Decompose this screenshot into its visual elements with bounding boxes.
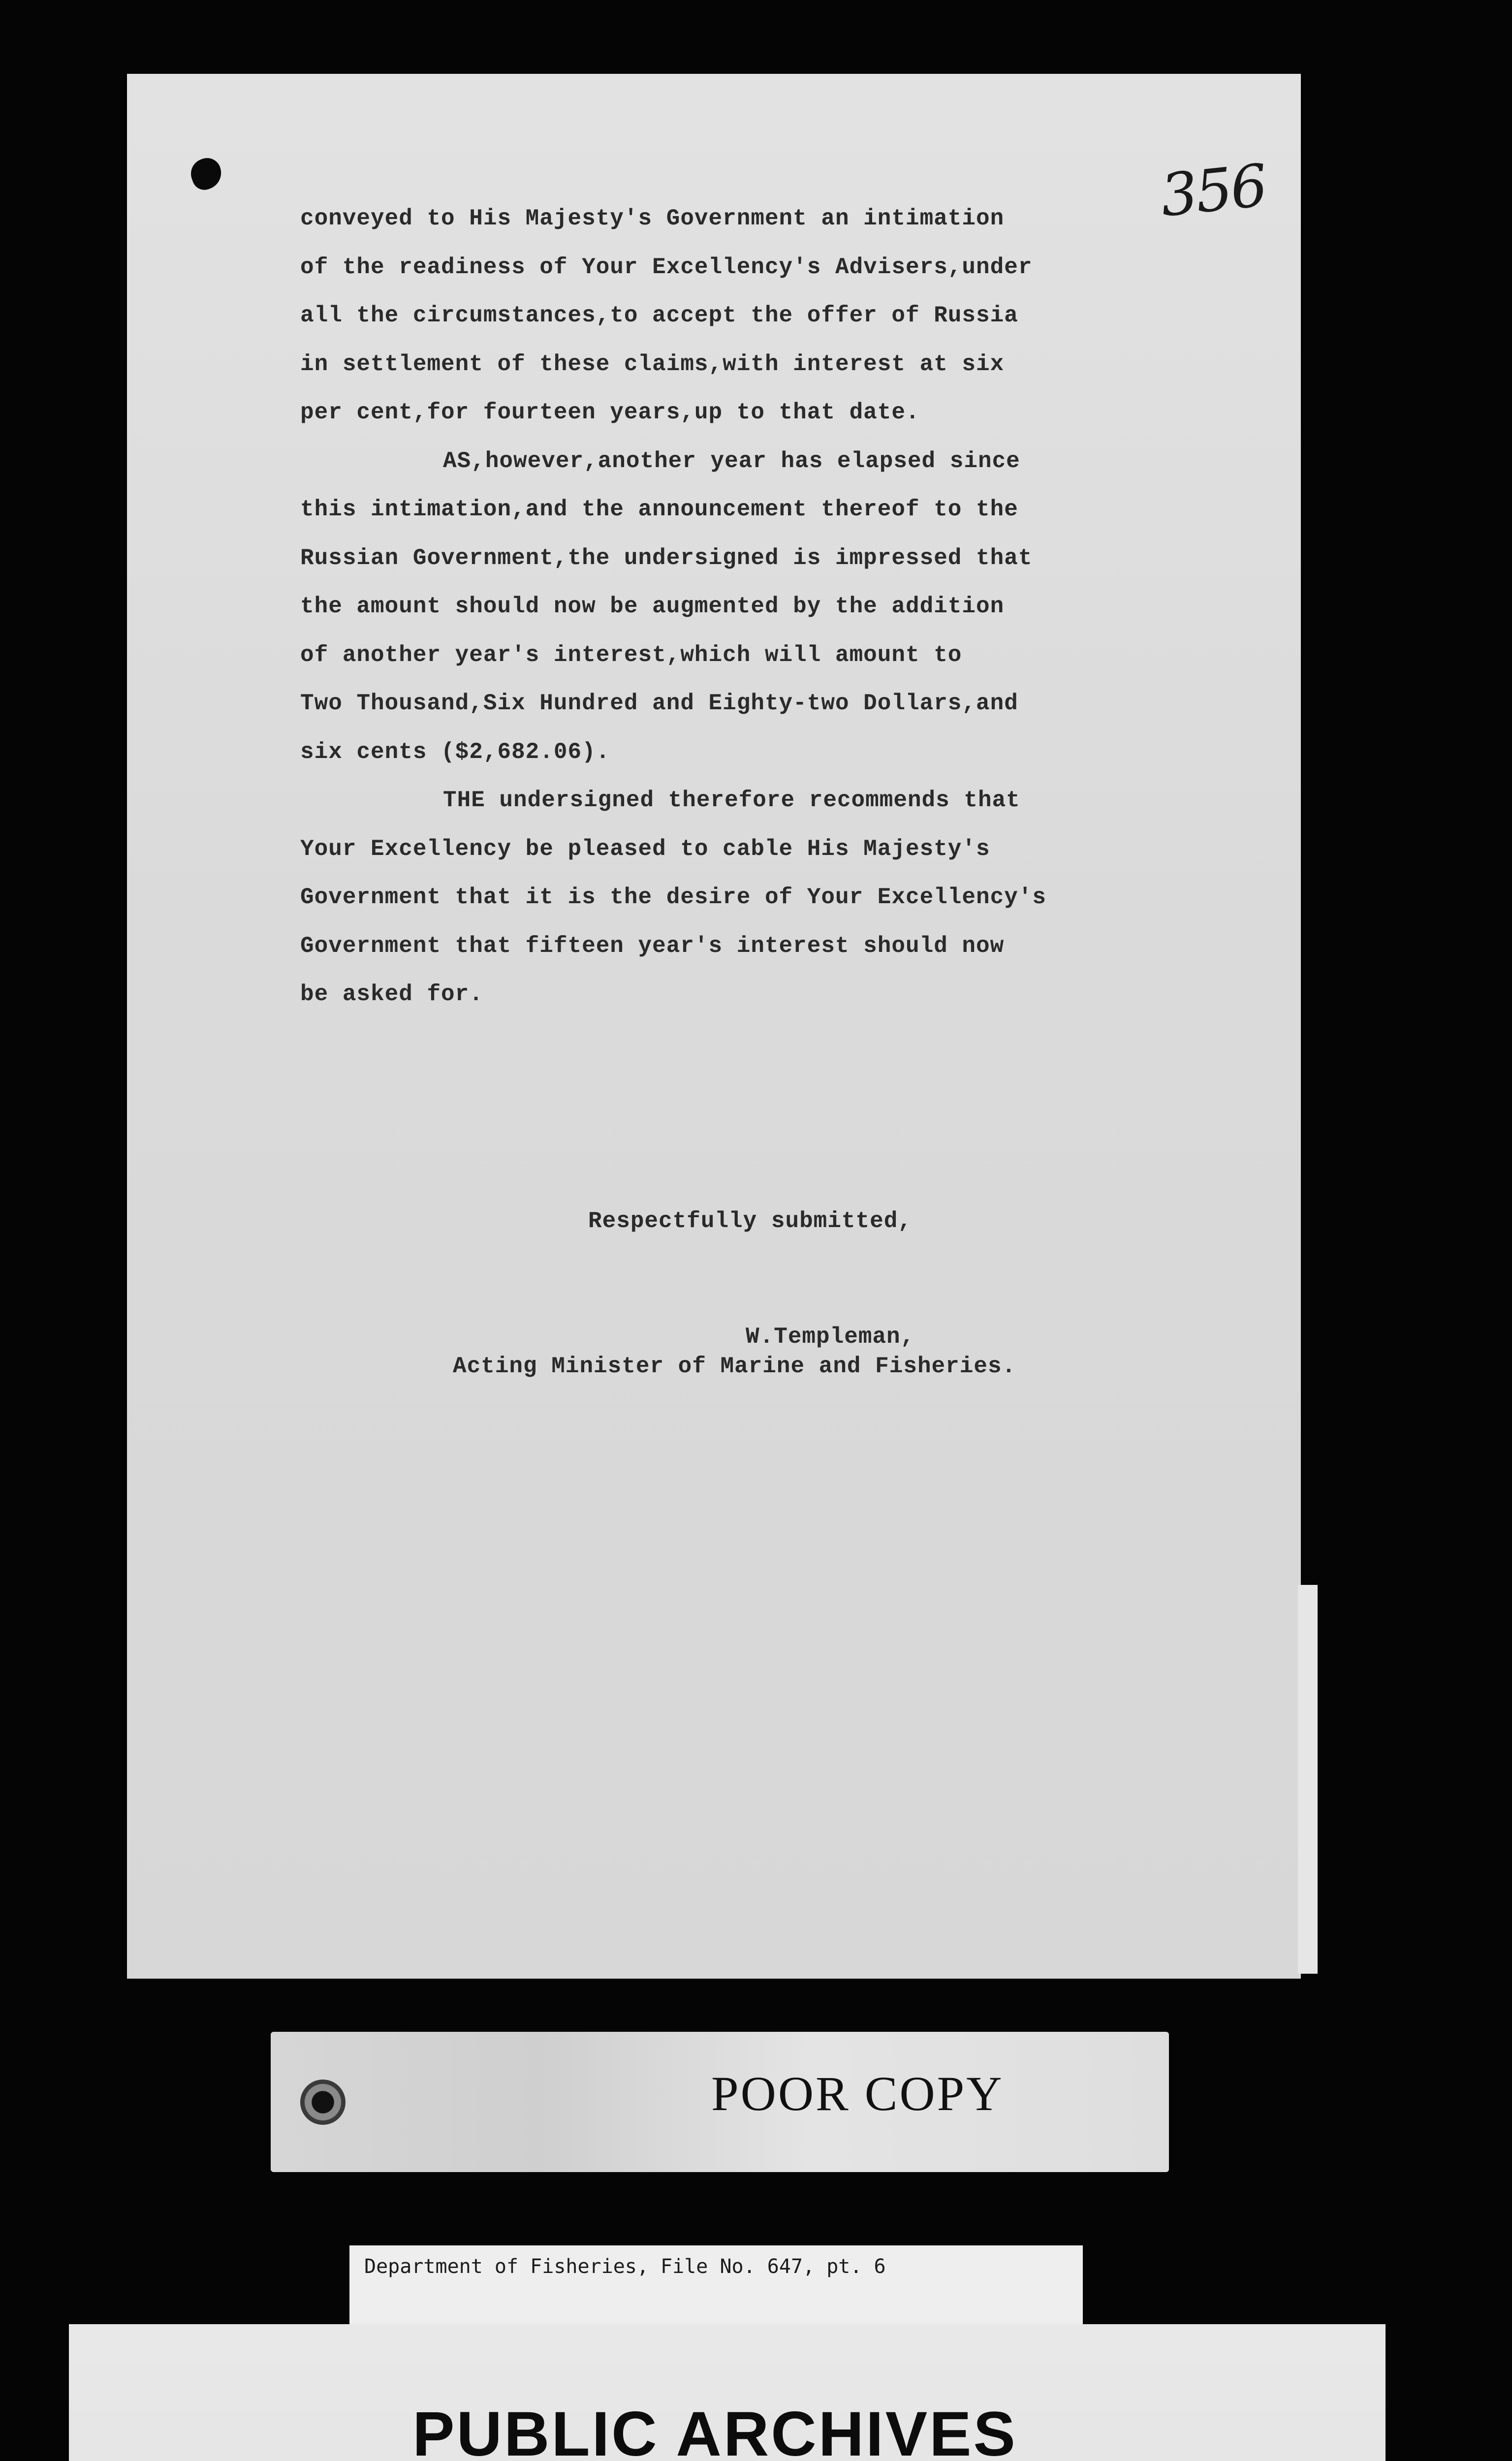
memo-line: this intimation,and the announcement thereof to the xyxy=(300,497,1018,522)
memo-line: THE undersigned therefore recommends that xyxy=(443,788,1020,813)
grommet-icon xyxy=(300,2080,346,2125)
memo-line: Your Excellency be pleased to cable His Majesty's xyxy=(300,836,990,862)
memo-line: conveyed to His Majesty's Government an intimation xyxy=(300,206,1005,231)
memo-line: Government that it is the desire of Your Excellency's xyxy=(300,884,1047,910)
page-fold xyxy=(1298,1585,1318,1974)
memo-line: per cent,for fourteen years,up to that date. xyxy=(300,400,920,425)
poor-copy-label: POOR COPY xyxy=(711,2066,1004,2121)
poor-copy-tag xyxy=(271,2032,1169,2172)
punch-hole xyxy=(187,154,225,193)
file-reference-slip xyxy=(349,2245,1083,2325)
memo-line: Two Thousand,Six Hundred and Eighty-two Dollars,and xyxy=(300,691,1018,716)
memo-line: in settlement of these claims,with interest at six xyxy=(300,351,1005,377)
memo-body xyxy=(300,194,1137,1019)
archives-stamp xyxy=(69,2324,1386,2461)
handwritten-page-number: 356 xyxy=(1157,151,1269,230)
memo-line: Government that fifteen year's interest should now xyxy=(300,933,1005,959)
memo-line: six cents ($2,682.06). xyxy=(300,739,610,765)
memo-line: of another year's interest,which will amount to xyxy=(300,642,962,668)
signer-title: Acting Minister of Marine and Fisheries. xyxy=(453,1354,1016,1379)
closing-phrase: Respectfully submitted, xyxy=(588,1208,912,1234)
memo-line: AS,however,another year has elapsed since xyxy=(443,448,1020,474)
memo-line: the amount should now be augmented by the addition xyxy=(300,594,1005,619)
file-reference: Department of Fisheries, File No. 647, pt. 6 xyxy=(364,2255,886,2278)
memo-line: Russian Government,the undersigned is impressed that xyxy=(300,545,1033,571)
signer-name: W.Templeman, xyxy=(746,1324,915,1350)
archives-english: PUBLIC ARCHIVES xyxy=(412,2399,1017,2461)
memo-line: all the circumstances,to accept the offer of Russia xyxy=(300,303,1018,328)
memo-line: be asked for. xyxy=(300,981,483,1007)
memo-line: of the readiness of Your Excellency's Advisers,under xyxy=(300,254,1033,280)
